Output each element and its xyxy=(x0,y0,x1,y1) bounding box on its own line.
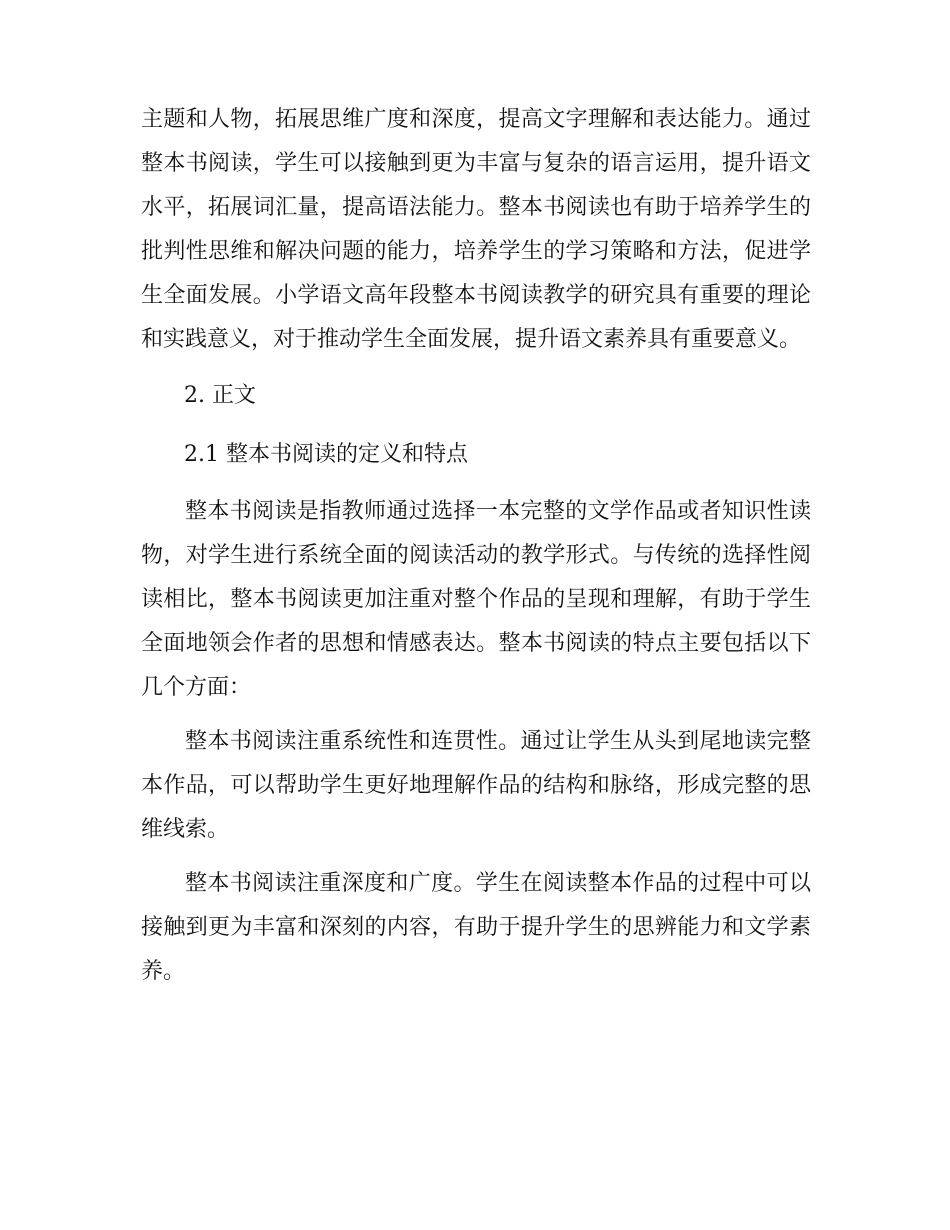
subsection-heading: 2.1 整本书阅读的定义和特点 xyxy=(184,442,468,467)
definition-paragraph: 整本书阅读是指教师通过选择一本完整的文学作品或者知识性读物，对学生进行系统全面的阅读活动的教学形式。与传统的选择性阅读相比，整本书阅读更加注重对整个作品的呈现和理解，有助于学生全面地领会作者的思想和情感表达。整本书阅读的特点主要包括以下几个方面： xyxy=(141,499,811,700)
intro-paragraph: 主题和人物，拓展思维广度和深度，提高文字理解和表达能力。通过整本书阅读，学生可以接触到更为丰富与复杂的语言运用，提升语文水平，拓展词汇量，提高语法能力。整本书阅读也有助于培养学生的批判性思维和解决问题的能力，培养学生的学习策略和方法，促进学生全面发展。小学语文高年段整本书阅读教学的研究具有重要的理论和实践意义，对于推动学生全面发展，提升语文素养具有重要意义。 xyxy=(141,107,811,352)
section-heading: 2. 正文 xyxy=(184,383,256,408)
feature-paragraph-depth: 整本书阅读注重深度和广度。学生在阅读整本作品的过程中可以接触到更为丰富和深刻的内容，有助于提升学生的思辨能力和文学素养。 xyxy=(141,871,811,984)
feature-paragraph-systematic: 整本书阅读注重系统性和连贯性。通过让学生从头到尾地读完整本作品，可以帮助学生更好地理解作品的结构和脉络，形成完整的思维线索。 xyxy=(141,729,811,842)
